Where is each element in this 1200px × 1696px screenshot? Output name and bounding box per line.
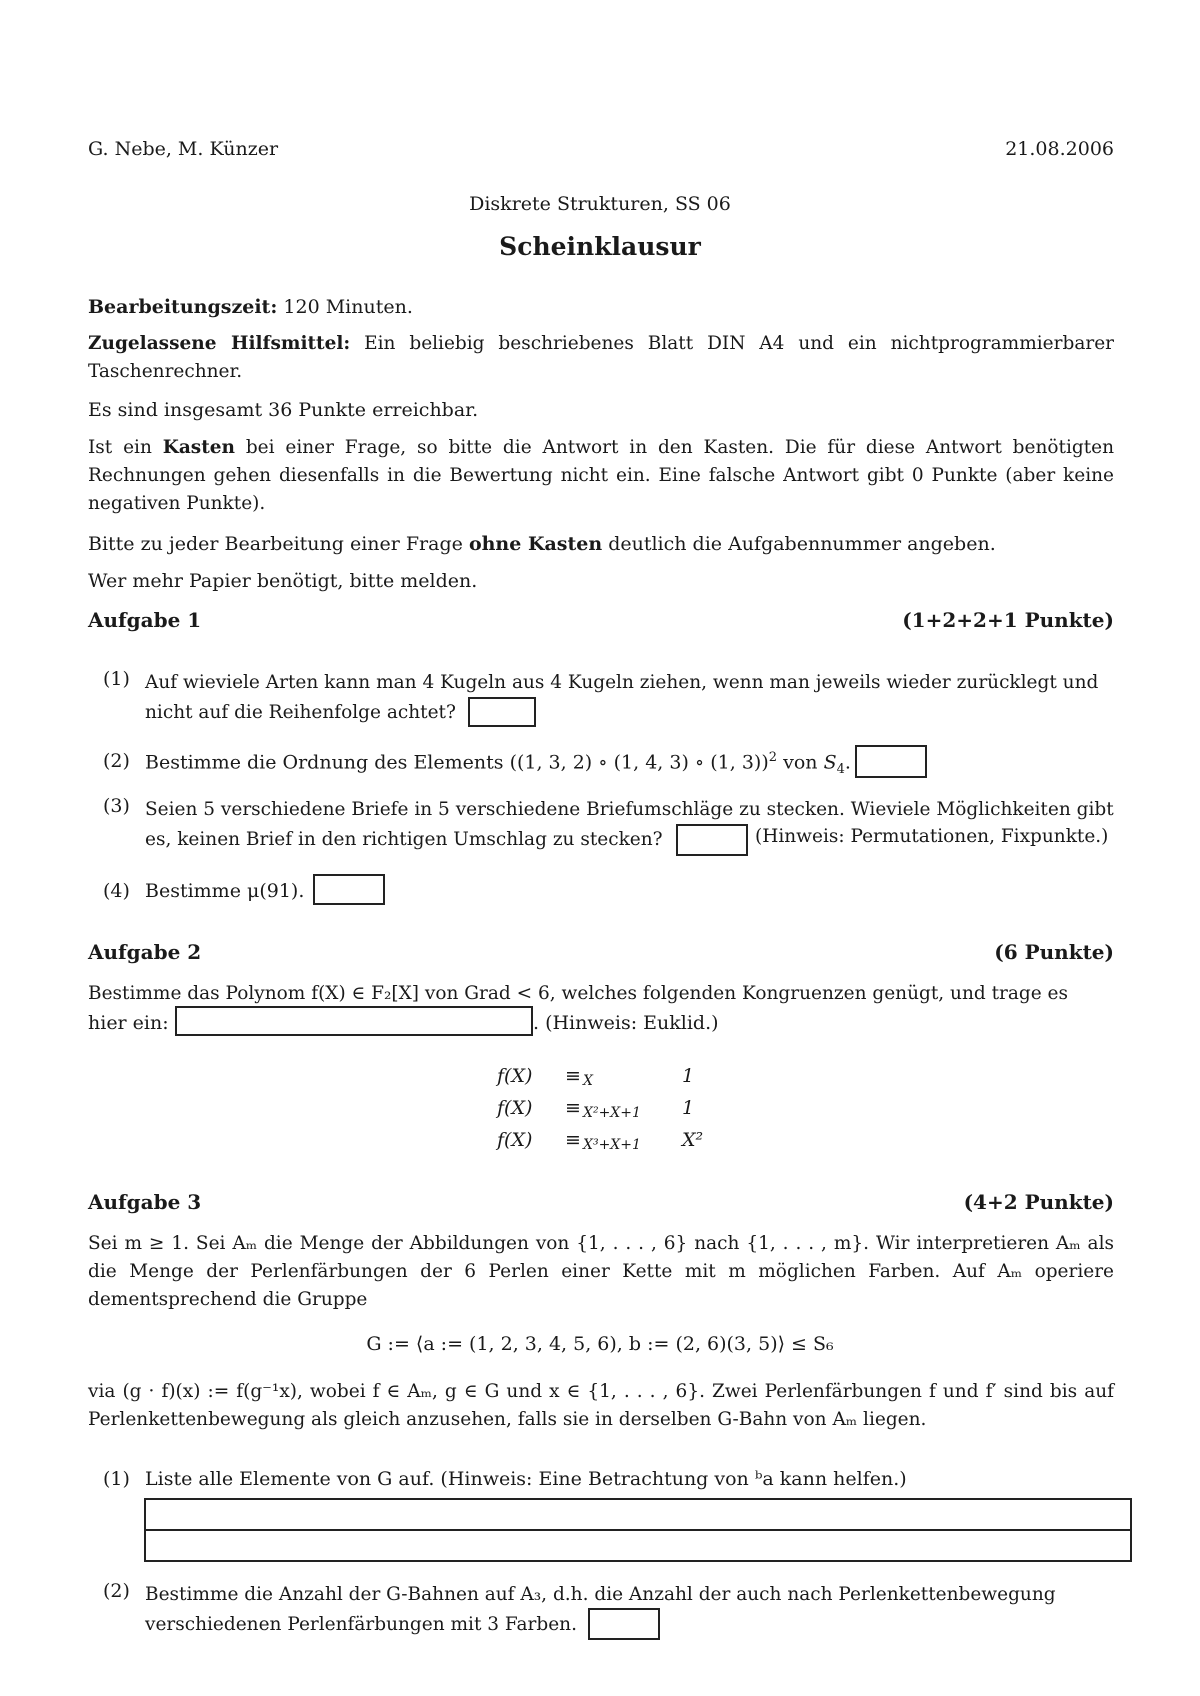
- task1-q3-answer-box[interactable]: [676, 824, 748, 856]
- task1-q1-text: Auf wieviele Arten kann man 4 Kugeln aus 4 Kugeln ziehen, wenn man jeweils wieder zurücklegt und nicht auf die Reihenfolge achtet?: [145, 672, 1099, 723]
- task2-text-line1: Bestimme das Polynom f(X) ∈ F₂[X] von Grad < 6, welches folgenden Kongruenzen genügt, und trage es: [88, 983, 1069, 1004]
- task2-points: (6 Punkte): [994, 940, 1114, 964]
- paper-info: Wer mehr Papier benötigt, bitte melden.: [88, 570, 478, 592]
- exam-page: G. Nebe, M. Künzer 21.08.2006 Diskrete Strukturen, SS 06 Scheinklausur Bearbeitungszeit: 120 Minuten. Zugelassene Hilfsmittel: Ein beliebig beschriebenes Blatt DIN A4 und ein nichtprogrammierbarer Taschenrechner. Es sind insgesamt 36 Punkte erreichbar. Ist ein Kasten bei einer Frage, so bitte die Antwort in den Kasten. Die für diese Antwort benötigten Rechnungen gehen diesenfalls in die Bewertung nicht ein. Eine falsche Antwort gibt 0 Punkte (aber keine negativen Punkte). Bitte zu jeder Bearbeitung einer Frage ohne Kasten deutlich die Aufgabennummer angeben. Wer mehr Papier benötigt, bitte melden. Aufgabe 1 (1+2+2+1 Punkte) (1) Auf wieviele Arten kann man 4 Kugeln aus 4 Kugeln ziehen, wenn man jeweils wieder zurücklegt und nicht auf die Reihenfolge achtet? (2) Bestimme die Ordnung des Elements ((1, 3, 2) ∘ (1, 4, 3) ∘ (1, 3))$^2$ von $S_4$. (3) Seien 5 verschiedene Briefe in 5 verschiedene Briefumschläge zu stecken. Wieviele Möglichkeiten gibt es, keinen Brief in den richtigen Umschlag zu stecken? (Hinweis: Permutationen, Fixpunkte.) (4) Bestimme μ(91). Aufgabe 2 (6 Punkte) Bestimme das Polynom f(X) ∈ F₂[X] von Grad < 6, welches folgenden Kongruenzen genügt, und trage es hier ein: . (Hinweis: Euklid.) f(X) ≡ X 1 f(X) ≡ X²+X+1 1 f(X) ≡ X³+X+1 X² Aufgabe 3 (4+2 Punkte) Sei m ≥ 1. Sei Aₘ die Menge der Abbildungen von {1, . . . , 6} nach {1, . . . , m}. Wir interpretieren Aₘ als die Menge der Perlenfärbungen der 6 Perlen einer Kette mit m möglichen Farben. Auf Aₘ operiere dementsprechend die Gruppe G := ⟨a := (1, 2, 3, 4, 5, 6), b := (2, 6)(3, 5)⟩ ≤ S₆ via (g · f)(x) := f(g⁻¹x), wobei f ∈ Aₘ, g ∈ G und x ∈ {1, . . . , 6}. Zwei Perlenfärbungen f und f′ sind bis auf Perlenkettenbewegung als gleich anzusehen, falls sie in derselben G-Bahn von Aₘ liegen. (1) Liste alle Elemente von G auf. (Hinweis: Eine Betrachtung von ᵇa kann helfen.) (2) Bestimme die Anzahl der G-Bahnen auf A₃, d.h. die Anzahl der auch nach Perlenkettenbewegung verschiedenen Perlenfärbungen mit 3 Farben.: [0, 0, 1200, 1696]
- ohne-kasten-info: Bitte zu jeder Bearbeitung einer Frage ohne Kasten deutlich die Aufgabennummer angeben.: [88, 533, 996, 555]
- task1-title: Aufgabe 1: [88, 608, 202, 632]
- aids-label: Zugelassene Hilfsmittel:: [88, 333, 351, 354]
- task1-q4-number: (4): [103, 880, 130, 902]
- task2-answer-box[interactable]: [175, 1006, 533, 1036]
- task3-intro: Sei m ≥ 1. Sei Aₘ die Menge der Abbildungen von {1, . . . , 6} nach {1, . . . , m}. Wir interpretieren Aₘ als die Menge der Perlenfärbungen der 6 Perlen einer Kette mit m möglichen Farben. Auf Aₘ operiere dementsprechend die Gruppe: [88, 1233, 1114, 1310]
- course-name: Diskrete Strukturen, SS 06: [469, 193, 731, 215]
- points-info: Es sind insgesamt 36 Punkte erreichbar.: [88, 399, 479, 421]
- kasten-word: Kasten: [162, 437, 235, 458]
- task3-q2-number: (2): [103, 1580, 130, 1602]
- time-value: 120 Minuten.: [283, 296, 413, 318]
- task1-q3-number: (3): [103, 795, 130, 817]
- task1-q3-text: Seien 5 verschiedene Briefe in 5 verschiedene Briefumschläge zu stecken. Wieviele Möglichkeiten gibt es, keinen Brief in den richtigen Umschlag zu stecken?: [145, 799, 1114, 850]
- authors: G. Nebe, M. Künzer: [88, 138, 279, 160]
- task1-q1-number: (1): [103, 668, 130, 690]
- task3-points: (4+2 Punkte): [963, 1190, 1114, 1214]
- task3-q1-number: (1): [103, 1468, 130, 1490]
- task2-title: Aufgabe 2: [88, 940, 202, 964]
- time-label: Bearbeitungszeit:: [88, 296, 278, 318]
- task1-q2-number: (2): [103, 750, 130, 772]
- task1-q2-answer-box[interactable]: [855, 745, 927, 778]
- group-definition: G := ⟨a := (1, 2, 3, 4, 5, 6), b := (2, 6)(3, 5)⟩ ≤ S₆: [366, 1333, 834, 1355]
- task3-q2-answer-box[interactable]: [588, 1608, 660, 1640]
- task3-q1-answer-box-1[interactable]: [144, 1498, 1132, 1531]
- task1-q1-answer-box[interactable]: [468, 697, 536, 727]
- task3-title: Aufgabe 3: [88, 1190, 202, 1214]
- task1-q3-hint: (Hinweis: Permutationen, Fixpunkte.): [755, 826, 1109, 847]
- aids-info: [88, 330, 1114, 386]
- task1-points: (1+2+2+1 Punkte): [902, 608, 1114, 632]
- task1-q4-text: Bestimme μ(91).: [145, 880, 305, 902]
- time-info: [88, 293, 1114, 321]
- task3-action: via (g · f)(x) := f(g⁻¹x), wobei f ∈ Aₘ, g ∈ G und x ∈ {1, . . . , 6}. Zwei Perlenfärbungen f und f′ sind bis auf Perlenkettenbewegung als gleich anzusehen, falls sie in derselben G-Bahn von Aₘ liegen.: [88, 1381, 1114, 1430]
- task2-hint: . (Hinweis: Euklid.): [533, 1012, 719, 1034]
- aids-value: Ein beliebig beschriebenes Blatt DIN A4 und ein nichtprogrammierbarer Taschenrechner.: [88, 333, 1114, 382]
- task2-text-hier: hier ein:: [88, 1012, 169, 1034]
- task1-q2-text: Bestimme die Ordnung des Elements ((1, 3, 2) ∘ (1, 4, 3) ∘ (1, 3))$^2$ von $S_4$.: [145, 750, 851, 778]
- task1-q4-answer-box[interactable]: [313, 874, 385, 905]
- page-title: Scheinklausur: [499, 232, 701, 261]
- task3-q1-text: Liste alle Elemente von G auf. (Hinweis: Eine Betrachtung von ᵇa kann helfen.): [145, 1468, 907, 1490]
- task1-q2-expression: ((1, 3, 2) ∘ (1, 4, 3) ∘ (1, 3)): [509, 751, 769, 774]
- ohne-kasten-word: ohne Kasten: [468, 533, 603, 555]
- task3-q2-text: Bestimme die Anzahl der G-Bahnen auf A₃, d.h. die Anzahl der auch nach Perlenkettenbewegung verschiedenen Perlenfärbungen mit 3 Farben.: [145, 1584, 1056, 1635]
- date: 21.08.2006: [1005, 138, 1114, 160]
- task3-q1-answer-box-2[interactable]: [144, 1529, 1132, 1562]
- kasten-info: Ist ein Kasten bei einer Frage, so bitte die Antwort in den Kasten. Die für diese Antwort benötigten Rechnungen gehen diesenfalls in die Bewertung nicht ein. Eine falsche Antwort gibt 0 Punkte (aber keine negativen Punkte).: [88, 437, 1115, 514]
